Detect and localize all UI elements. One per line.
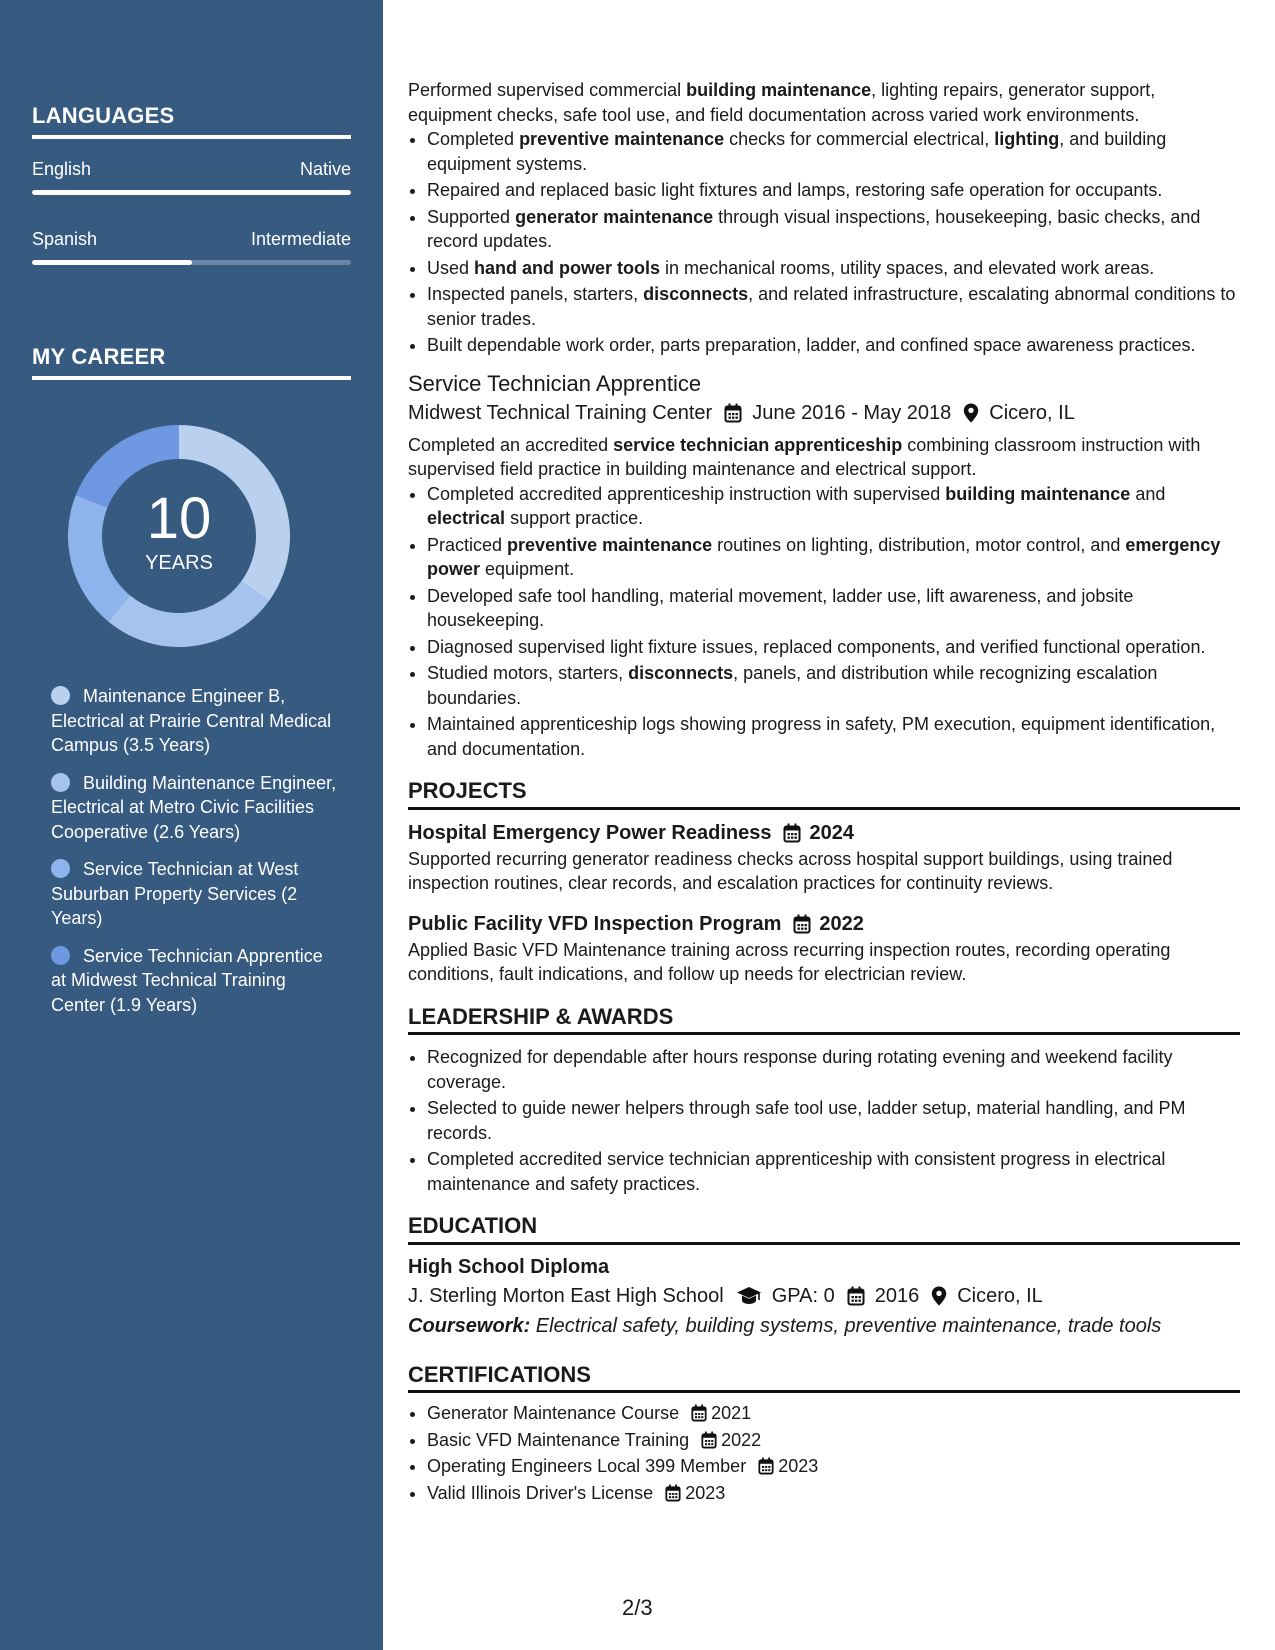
leadership-bullet: • Selected to guide newer helpers through safe tool use, ladder setup, material handling, and PM records. [427, 1096, 1240, 1145]
calendar-icon [701, 1431, 717, 1449]
experience-bullet: • Inspected panels, starters, disconnects, and related infrastructure, escalating abnormal conditions to senior trades. [427, 282, 1240, 331]
legend-dot [51, 859, 70, 878]
career-donut [66, 423, 292, 649]
leadership-heading: LEADERSHIP & AWARDS [408, 1005, 1240, 1036]
job-bullet: • Diagnosed supervised light fixture issues, replaced components, and verified functional operation. [427, 635, 1240, 660]
certification-year: 2022 [721, 1429, 762, 1450]
job-summary: Completed an accredited service technician apprenticeship combining classroom instruction with supervised field practice in building maintenance and electrical support. [408, 434, 1201, 479]
calendar-icon [665, 1484, 681, 1502]
location-pin-icon [931, 1286, 947, 1306]
project-year: 2022 [819, 912, 864, 935]
experience-bullet: • Used hand and power tools in mechanical rooms, utility spaces, and elevated work areas. [427, 256, 1240, 281]
education-location: Cicero, IL [957, 1284, 1043, 1307]
leadership-bullets [408, 1045, 1240, 1196]
certifications-list [408, 1401, 1240, 1505]
job-location: Cicero, IL [989, 401, 1075, 424]
job-meta [408, 399, 1240, 427]
certification-year: 2023 [685, 1482, 726, 1503]
calendar-icon [758, 1457, 774, 1475]
career-item [51, 944, 341, 1018]
job-bullet: • Practiced preventive maintenance routines on lighting, distribution, motor control, and emergency power equipment. [427, 533, 1240, 582]
certifications-heading: CERTIFICATIONS [408, 1363, 1240, 1394]
language-level: Native [299, 159, 351, 179]
project-title-row [408, 819, 1240, 847]
experience-bullet: • Repaired and replaced basic light fixtures and lamps, restoring safe operation for occupants. [427, 178, 1240, 203]
career-total [66, 423, 292, 649]
career-item-text: Service Technician at West Suburban Property Services (2 Years) [51, 859, 299, 928]
job-dates: June 2016 - May 2018 [752, 401, 952, 424]
career-total-number: 10 [146, 485, 212, 551]
legend-dot [51, 946, 70, 965]
calendar-icon [793, 914, 811, 934]
language-row [32, 229, 351, 250]
certification-item [427, 1454, 1240, 1479]
experience-bullets [408, 127, 1240, 358]
career-section [32, 344, 351, 380]
experience-bullet: • Built dependable work order, parts preparation, ladder, and confined space awareness practices. [427, 333, 1240, 358]
education-year: 2016 [874, 1284, 920, 1307]
job-title: Service Technician Apprentice [408, 370, 702, 396]
leadership-bullet: • Completed accredited service technician apprenticeship with consistent progress in electrical maintenance and safety practices. [427, 1147, 1240, 1196]
education-degree: High School Diploma [408, 1255, 610, 1278]
coursework-text: Electrical safety, building systems, preventive maintenance, trade tools [530, 1314, 1162, 1337]
calendar-icon [847, 1286, 865, 1306]
language-name: English [32, 159, 92, 179]
career-item [51, 771, 341, 845]
education-heading: EDUCATION [408, 1214, 1240, 1245]
career-item [51, 684, 341, 758]
job-bullet: • Completed accredited apprenticeship instruction with supervised building maintenance and electrical support practice. [427, 482, 1240, 531]
calendar-icon [691, 1404, 707, 1422]
language-row [32, 159, 351, 180]
calendar-icon [724, 403, 742, 423]
certification-item [427, 1481, 1240, 1506]
page-number: 2/3 [622, 1595, 653, 1620]
certification-item [427, 1401, 1240, 1426]
language-level-fill [32, 190, 351, 195]
experience-bullet: • Supported generator maintenance through visual inspections, housekeeping, basic checks, and record updates. [427, 205, 1240, 254]
job-bullet: • Maintained apprenticeship logs showing progress in safety, PM execution, equipment identification, and documentation. [427, 712, 1240, 761]
career-legend [51, 684, 341, 1030]
languages-section [32, 103, 351, 265]
education-coursework [408, 1311, 1240, 1341]
project-title-row [408, 910, 1240, 938]
language-level-bar [32, 260, 351, 265]
job-bullet: • Developed safe tool handling, material movement, ladder use, lift awareness, and jobsite housekeeping. [427, 584, 1240, 633]
legend-dot [51, 773, 70, 792]
experience-summary: Performed supervised commercial building maintenance, lighting repairs, generator support, equipment checks, safe tool use, and field documentation across varied work environments. [408, 80, 1156, 125]
legend-dot [51, 686, 70, 705]
location-pin-icon [963, 403, 979, 423]
language-level: Intermediate [250, 229, 351, 249]
language-name: Spanish [32, 229, 98, 249]
career-total-unit: YEARS [145, 551, 213, 574]
project-description: Applied Basic VFD Maintenance training across recurring inspection routes, recording operating conditions, fault indications, and follow up needs for electrician review. [408, 939, 1171, 984]
project-title: Public Facility VFD Inspection Program [408, 912, 782, 935]
career-item [51, 857, 341, 931]
projects-heading: PROJECTS [408, 779, 1240, 810]
experience-bullet: • Completed preventive maintenance checks for commercial electrical, lighting, and building equipment systems. [427, 127, 1240, 176]
education-meta [408, 1281, 1240, 1311]
education-gpa: GPA: 0 [771, 1284, 835, 1307]
certification-item [427, 1428, 1240, 1453]
coursework-label: Coursework: [408, 1314, 531, 1337]
project-year: 2024 [809, 821, 854, 844]
language-level-bar [32, 190, 351, 195]
career-item-text: Service Technician Apprentice at Midwest Technical Training Center (1.9 Years) [51, 945, 323, 1015]
language-level-fill [32, 260, 192, 265]
certification-name: • Valid Illinois Driver's License [427, 1482, 654, 1503]
graduation-cap-icon [736, 1286, 762, 1306]
sidebar [0, 0, 383, 1650]
certification-name: • Operating Engineers Local 399 Member [427, 1456, 747, 1476]
calendar-icon [783, 823, 801, 843]
certification-year: 2023 [778, 1456, 819, 1476]
languages-heading: LANGUAGES [32, 103, 351, 139]
career-item-text: Maintenance Engineer B, Electrical at Prairie Central Medical Campus (3.5 Years) [51, 686, 332, 755]
leadership-bullet: • Recognized for dependable after hours response during rotating evening and weekend facility coverage. [427, 1045, 1240, 1094]
job-bullet: • Studied motors, starters, disconnects, panels, and distribution while recognizing escalation boundaries. [427, 661, 1240, 710]
project-description: Supported recurring generator readiness checks across hospital support buildings, using trained inspection routines, clear records, and escalation practices for continuity reviews. [408, 848, 1173, 893]
job-company: Midwest Technical Training Center [408, 401, 713, 424]
certification-name: • Generator Maintenance Course [427, 1403, 680, 1423]
certification-year: 2021 [711, 1403, 752, 1423]
project-title: Hospital Emergency Power Readiness [408, 821, 772, 844]
job-bullets [408, 482, 1240, 762]
education-school: J. Sterling Morton East High School [408, 1284, 724, 1307]
certification-name: • Basic VFD Maintenance Training [427, 1429, 690, 1450]
career-heading: MY CAREER [32, 344, 351, 380]
career-item-text: Building Maintenance Engineer, Electrical at Metro Civic Facilities Cooperative (2.6 Years) [51, 772, 337, 842]
main-content [408, 78, 1240, 1507]
